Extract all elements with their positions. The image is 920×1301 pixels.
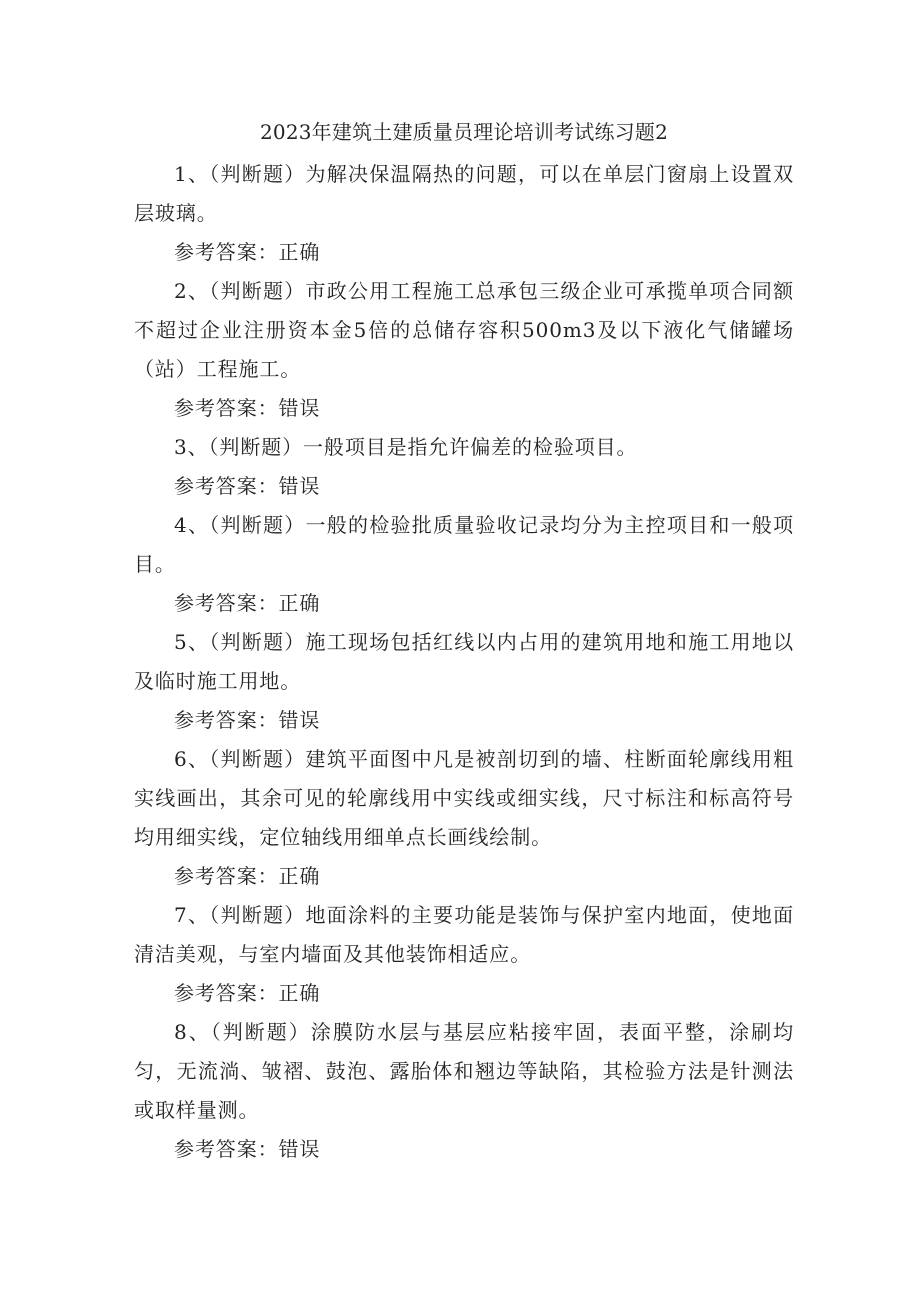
question-6: 6、（判断题）建筑平面图中凡是被剖切到的墙、柱断面轮廓线用粗实线画出，其余可见的轮廓线用中实线或细实线，尺寸标注和标高符号均用细实线，定位轴线用细单点长画线绘制。: [134, 747, 794, 849]
answer-2: 参考答案：错误: [174, 396, 321, 420]
question-3: 3、（判断题）一般项目是指允许偏差的检验项目。: [174, 435, 638, 459]
question-4: 4、（判断题）一般的检验批质量验收记录均分为主控项目和一般项目。: [134, 513, 794, 576]
answer-1: 参考答案：正确: [174, 240, 321, 264]
question-2: 2、（判断题）市政公用工程施工总承包三级企业可承揽单项合同额不超过企业注册资本金5倍的总储存容积500m3及以下液化气储罐场（站）工程施工。: [134, 279, 794, 381]
question-7: 7、（判断题）地面涂料的主要功能是装饰与保护室内地面，使地面清洁美观，与室内墙面及其他装饰相适应。: [134, 903, 794, 966]
question-1: 1、（判断题）为解决保温隔热的问题，可以在单层门窗扇上设置双层玻璃。: [134, 162, 794, 225]
answer-4: 参考答案：正确: [174, 591, 321, 615]
question-5: 5、（判断题）施工现场包括红线以内占用的建筑用地和施工用地以及临时施工用地。: [134, 630, 794, 693]
question-8: 8、（判断题）涂膜防水层与基层应粘接牢固，表面平整，涂刷均匀，无流淌、皱褶、鼓泡、露胎体和翘边等缺陷，其检验方法是针测法或取样量测。: [134, 1020, 794, 1122]
answer-3: 参考答案：错误: [174, 474, 321, 498]
answer-5: 参考答案：错误: [174, 708, 321, 732]
document-body: [134, 116, 794, 1169]
answer-6: 参考答案：正确: [174, 864, 321, 888]
answer-8: 参考答案：错误: [174, 1137, 321, 1161]
answer-7: 参考答案：正确: [174, 981, 321, 1005]
document-title: 2023年建筑土建质量员理论培训考试练习题2: [259, 120, 669, 144]
